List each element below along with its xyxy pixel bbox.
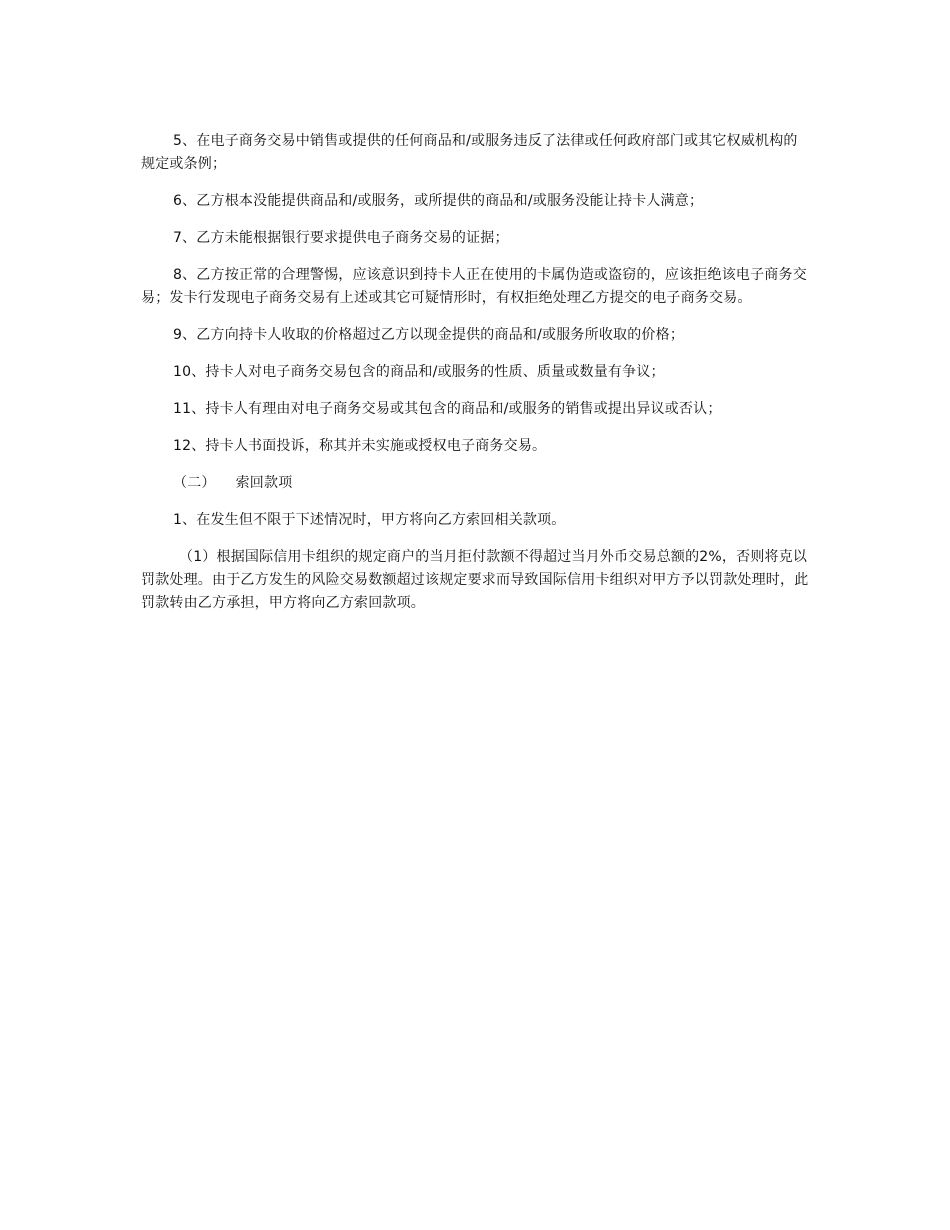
clause-12: 12、持卡人书面投诉，称其并未实施或授权电子商务交易。 xyxy=(173,438,547,454)
clawback-item-1: （1）根据国际信用卡组织的规定商户的当月拒付款额不得超过当月外币交易总额的2%，否则将克以罚款处理。由于乙方发生的风险交易数额超过该规定要求而导致国际信用卡组织对甲方予以罚款处理时，此罚款转由乙方承担，甲方将向乙方索回款项。 xyxy=(141,549,809,611)
clause-6: 6、乙方根本没能提供商品和/或服务，或所提供的商品和/或服务没能让持卡人满意； xyxy=(173,193,704,209)
clause-9: 9、乙方向持卡人收取的价格超过乙方以现金提供的商品和/或服务所收取的价格； xyxy=(173,327,685,343)
clause-5: 5、在电子商务交易中销售或提供的任何商品和/或服务违反了法律或任何政府部门或其它权威机构的规定或条例； xyxy=(141,133,798,172)
section-number: （二） xyxy=(173,475,216,491)
clause-8: 8、乙方按正常的合理警惕，应该意识到持卡人正在使用的卡属伪造或盗窃的，应该拒绝该电子商务交易；发卡行发现电子商务交易有上述或其它可疑情形时，有权拒绝处理乙方提交的电子商务交易。 xyxy=(141,267,807,306)
clause-10: 10、持卡人对电子商务交易包含的商品和/或服务的性质、质量或数量有争议； xyxy=(173,364,665,380)
section-heading xyxy=(141,472,811,495)
section-title: 索回款项 xyxy=(235,475,293,491)
document-body xyxy=(141,130,811,629)
clause-11: 11、持卡人有理由对电子商务交易或其包含的商品和/或服务的销售或提出异议或否认； xyxy=(173,401,722,417)
clawback-intro: 1、在发生但不限于下述情况时，甲方将向乙方索回相关款项。 xyxy=(173,512,566,528)
clause-7: 7、乙方未能根据银行要求提供电子商务交易的证据； xyxy=(173,230,509,246)
